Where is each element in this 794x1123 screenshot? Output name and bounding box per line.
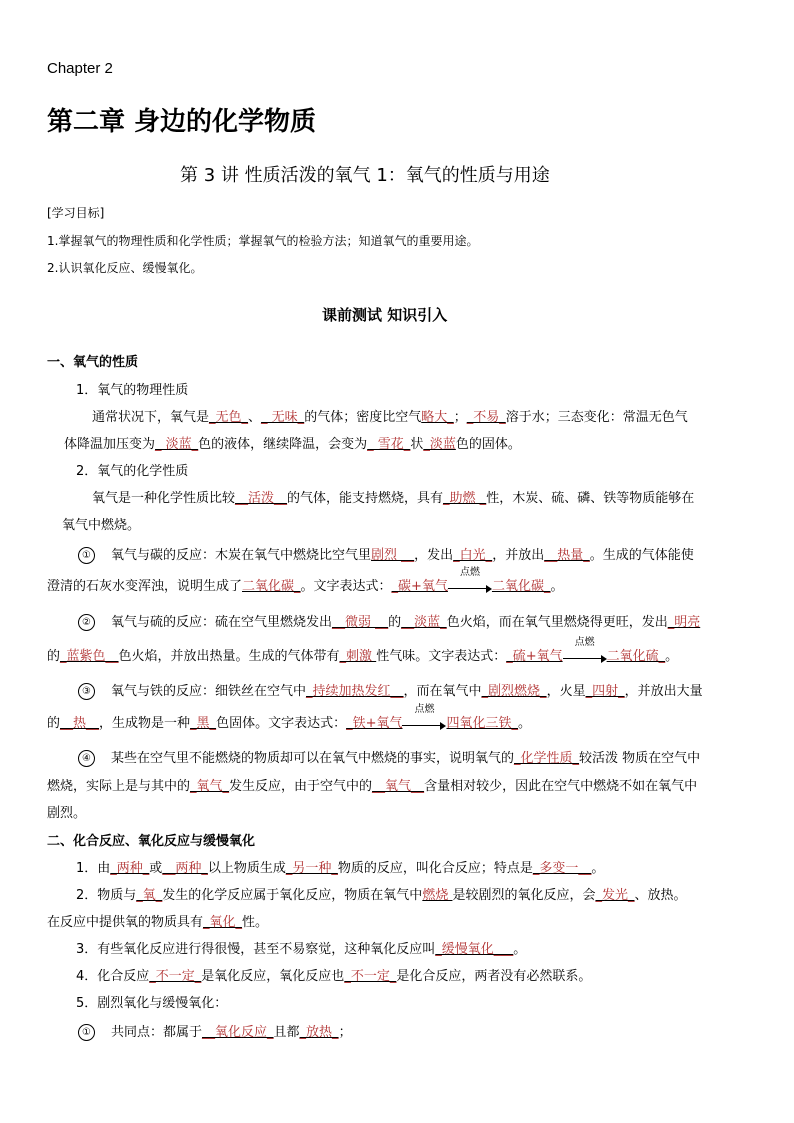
chemical-paragraph-line2: 氧气中燃烧。 (62, 518, 141, 533)
text: 是氧化反应，氧化反应也 (201, 969, 345, 984)
text: 2．物质与 (76, 888, 137, 903)
text: 溶于水；三态变化：常温无色气 (505, 410, 688, 425)
lecture-title: 第 3 讲 性质活泼的氧气 1：氧气的性质与用途 (180, 165, 550, 186)
reaction-arrow-icon (448, 567, 492, 591)
text: 、放热。 (634, 888, 687, 903)
reaction-iron-line1 (78, 683, 703, 701)
text: 的 (47, 649, 61, 664)
reaction-sulfur-line2 (47, 637, 679, 666)
reaction-summary-line3: 剧烈。 (47, 806, 87, 821)
text: 色火焰，并放出热量。生成的气体带有 (118, 649, 340, 664)
answer-blank: _ 淡蓝_ (155, 437, 199, 452)
answer-blank: __淡蓝_ (401, 615, 447, 630)
text: 氧气是一种化学性质比较 (92, 491, 236, 506)
objective-item-2: 2.认识氧化反应、缓慢氧化。 (47, 261, 203, 275)
text: 色火焰，而在氧气里燃烧得更旺，发出 (446, 615, 668, 630)
answer-blank: _助燃 _ (443, 491, 487, 506)
subsection-chemical: 2．氧气的化学性质 (76, 464, 189, 479)
item-combination-reaction (76, 860, 604, 878)
answer-blank: 略大_ (421, 410, 454, 425)
text: 1．由 (76, 861, 111, 876)
physical-paragraph-line2 (64, 436, 521, 454)
circled-number: ④ (78, 750, 95, 767)
text: 状 (410, 437, 424, 452)
answer-blank: _明亮 (667, 615, 701, 630)
answer-blank: _两种_ (110, 861, 150, 876)
reaction-arrow-icon (402, 704, 446, 728)
text: 。 (518, 716, 532, 731)
reaction-carbon-line1 (78, 547, 694, 565)
answer-blank: _剧烈燃烧_ (481, 684, 547, 699)
reaction-arrow-icon (563, 637, 607, 661)
answer-blank: _无色_ (209, 410, 249, 425)
answer-blank: _化学性质_ (514, 751, 580, 766)
answer-blank: 二氧化硫_ (606, 649, 666, 664)
answer-blank: _白光_ (453, 548, 493, 563)
text: 色的液体，继续降温，会变为 (198, 437, 368, 452)
answer-blank: _碳+氧气 (391, 579, 448, 594)
item-oxidation-line2 (47, 914, 268, 932)
item-relationship (76, 968, 591, 986)
answer-blank: _另一种_ (285, 861, 338, 876)
text: 体降温加压变为 (64, 437, 156, 452)
answer-blank: _铁+氧气 (346, 716, 403, 731)
answer-blank: __热量_ (544, 548, 590, 563)
answer-blank: __两种_ (162, 861, 208, 876)
text: 。生成的气体能使 (589, 548, 694, 563)
text: ，火星 (546, 684, 586, 699)
chapter-title: 第二章 身边的化学物质 (47, 107, 317, 137)
chemical-paragraph-line1 (92, 490, 694, 508)
text: 的 (388, 615, 402, 630)
answer-blank: 燃烧 (422, 888, 453, 903)
answer-blank: __活泼__ (235, 491, 288, 506)
answer-blank: _多变一__ (532, 861, 592, 876)
text: 是化合反应，两者没有必然联系。 (396, 969, 592, 984)
text: 性，木炭、硫、磷、铁等物质能够在 (486, 491, 695, 506)
answer-blank: _缓慢氧化___ (435, 942, 514, 957)
answer-blank: 二氧化碳_ (242, 579, 301, 594)
circled-number: ① (78, 547, 95, 564)
circled-number: ② (78, 614, 95, 631)
answer-blank: 四氧化三铁_ (446, 716, 518, 731)
text: 是较剧烈的氧化反应，会 (452, 888, 596, 903)
objective-item-1: 1.掌握氧气的物理性质和化学性质；掌握氧气的检验方法；知道氧气的重要用途。 (47, 234, 479, 248)
text: 。 (665, 649, 679, 664)
text: ，而在氧气中 (403, 684, 482, 699)
text: 氧气与铁的反应：细铁丝在空气中 (111, 684, 307, 699)
circled-number: ① (78, 1024, 95, 1041)
condition-label: 点燃 (414, 704, 435, 715)
answer-blank: _氧气_ (190, 779, 230, 794)
text: 色的固体。 (455, 437, 521, 452)
text: 物质的反应，叫化合反应；特点是 (337, 861, 533, 876)
answer-blank: _氧化_ (203, 915, 243, 930)
text: 氧气与硫的反应：硫在空气里燃烧发出 (111, 615, 333, 630)
answer-blank: 二氧化碳_ (491, 579, 551, 594)
answer-blank: 剧烈 __ (371, 548, 415, 563)
text: ； (453, 410, 467, 425)
section1-heading: 一、氧气的性质 (47, 355, 139, 370)
text: 。文字表达式： (300, 579, 392, 594)
answer-blank: _ 雪花_ (367, 437, 411, 452)
item-oxidation-line1 (76, 887, 687, 905)
text: 通常状况下，氧气是 (92, 410, 210, 425)
text: 色固体。文字表达式： (216, 716, 347, 731)
text: 。 (591, 861, 605, 876)
text: 的 (47, 716, 61, 731)
text: 在反应中提供氧的物质具有 (47, 915, 204, 930)
text: 某些在空气里不能燃烧的物质却可以在氧气中燃烧的事实，说明氧气的 (111, 751, 515, 766)
answer-blank: _蓝紫色__ (60, 649, 119, 664)
reaction-summary-line2 (47, 778, 697, 796)
section2-heading: 二、化合反应、氧化反应与缓慢氧化 (47, 834, 256, 849)
answer-blank: _黑_ (190, 716, 217, 731)
text: 的气体；密度比空气 (304, 410, 422, 425)
answer-blank: __热__ (60, 716, 100, 731)
text: 以上物质生成 (207, 861, 286, 876)
text: 的气体，能支持燃烧，具有 (287, 491, 444, 506)
physical-paragraph-line1 (92, 409, 688, 427)
text: ，并放出大量 (624, 684, 703, 699)
subsection-physical: 1．氧气的物理性质 (76, 383, 189, 398)
item-slow-oxidation (76, 941, 526, 959)
text: 燃烧，实际上是与其中的 (47, 779, 191, 794)
answer-blank: __氧化反应_ (202, 1025, 274, 1040)
reaction-iron-line2 (47, 704, 532, 733)
answer-blank: _硫+氧气 (506, 649, 563, 664)
answer-blank: _四射_ (585, 684, 625, 699)
text: 3．有些氧化反应进行得很慢，甚至不易察觉，这种氧化反应叫 (76, 942, 436, 957)
text: 4．化合反应 (76, 969, 150, 984)
text: ； (338, 1025, 352, 1040)
chapter-label: Chapter 2 (47, 60, 113, 77)
answer-blank: _刺激 (339, 649, 377, 664)
text: 、 (248, 410, 262, 425)
text: 氧气与碳的反应：木炭在氧气中燃烧比空气里 (111, 548, 372, 563)
text: 共同点：都属于 (111, 1025, 203, 1040)
answer-blank: _不一定_ (344, 969, 397, 984)
circled-number: ③ (78, 683, 95, 700)
answer-blank: _ 无味_ (261, 410, 305, 425)
text: ，发出 (414, 548, 454, 563)
text: 或 (149, 861, 163, 876)
item-comparison-heading: 5．剧烈氧化与缓慢氧化： (76, 996, 228, 1011)
answer-blank: _氧_ (136, 888, 163, 903)
answer-blank: _持续加热发红__ (306, 684, 404, 699)
text: 发生反应，由于空气中的 (229, 779, 373, 794)
answer-blank: __微弱 __ (332, 615, 389, 630)
text: 性。 (242, 915, 269, 930)
text: 且都 (273, 1025, 300, 1040)
text: 发生的化学反应属于氧化反应，物质在氧气中 (162, 888, 423, 903)
text: 性气味。文字表达式： (376, 649, 507, 664)
text: ，生成物是一种 (99, 716, 191, 731)
answer-blank: _不一定_ (149, 969, 202, 984)
reaction-summary-line1 (78, 750, 700, 768)
objectives-heading: [学习目标] (47, 206, 105, 220)
answer-blank: _发光_ (595, 888, 635, 903)
answer-blank: __氧气__ (372, 779, 425, 794)
text: 澄清的石灰水变浑浊，说明生成了 (47, 579, 243, 594)
text: 。 (513, 942, 527, 957)
text: 。 (550, 579, 564, 594)
reaction-carbon-line2 (47, 567, 564, 596)
answer-blank: _淡蓝 (423, 437, 456, 452)
text: 较活泼 物质在空气中 (579, 751, 701, 766)
condition-label: 点燃 (574, 637, 595, 648)
condition-label: 点燃 (459, 567, 480, 578)
text: 含量相对较少，因此在空气中燃烧不如在氧气中 (424, 779, 698, 794)
item-comparison-common (78, 1024, 352, 1042)
text: ，并放出 (492, 548, 545, 563)
answer-blank: _放热_ (299, 1025, 339, 1040)
pretest-heading: 课前测试 知识引入 (322, 306, 448, 324)
answer-blank: _不易_ (466, 410, 506, 425)
reaction-sulfur-line1 (78, 614, 700, 632)
